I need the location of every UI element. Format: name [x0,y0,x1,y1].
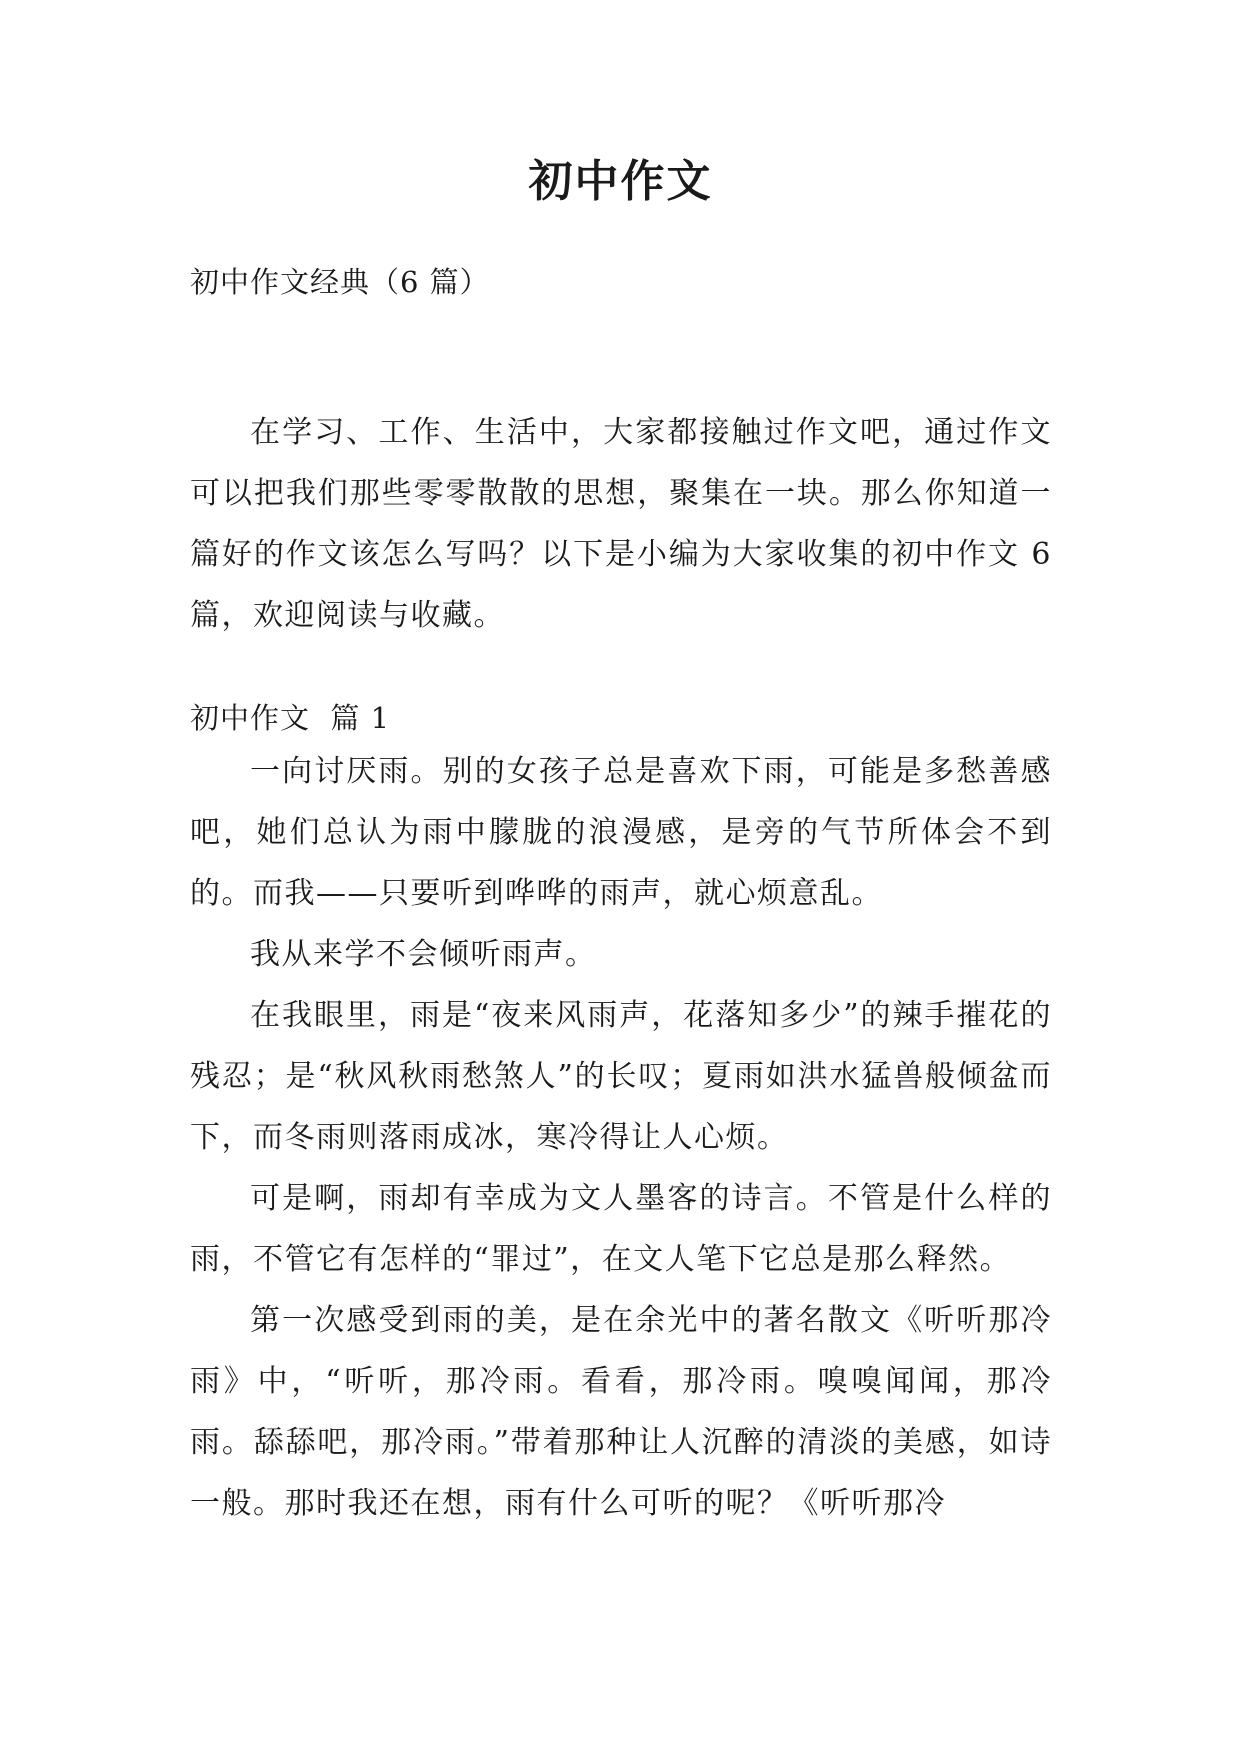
essay-paragraph-4: 可是啊，雨却有幸成为文人墨客的诗言。不管是什么样的雨，不管它有怎样的“罪过”，在文人笔下它总是那么释然。 [190,1181,1052,1277]
intro-section [190,402,1052,646]
essay-paragraph-3: 在我眼里，雨是“夜来风雨声，花落知多少”的辣手摧花的残忍；是“秋风秋雨愁煞人”的长叹；夏雨如洪水猛兽般倾盆而下，而冬雨则落雨成冰，寒冷得让人心烦。 [190,998,1052,1155]
intro-paragraph: 在学习、工作、生活中，大家都接触过作文吧，通过作文可以把我们那些零零散散的思想，聚集在一块。那么你知道一篇好的作文该怎么写吗？以下是小编为大家收集的初中作文 6 篇，欢迎阅读与收藏。 [190,415,1052,633]
document-title: 初中作文 [528,156,713,207]
essay-paragraph-2: 我从来学不会倾听雨声。 [250,937,597,972]
essay-body [190,741,1052,1534]
essay-paragraph-1: 一向讨厌雨。别的女孩子总是喜欢下雨，可能是多愁善感吧，她们总认为雨中朦胧的浪漫感，是旁的气节所体会不到的。而我——只要听到哗哗的雨声，就心烦意乱。 [190,754,1052,911]
document-subtitle: 初中作文经典（6 篇） [190,265,490,299]
section-heading: 初中作文 篇 1 [190,701,391,735]
essay-paragraph-5: 第一次感受到雨的美，是在余光中的著名散文《听听那冷雨》中，“听听，那冷雨。看看，那冷雨。嗅嗅闻闻，那冷雨。舔舔吧，那冷雨。”带着那种让人沉醉的清淡的美感，如诗一般。那时我还在想，雨有什么可听的呢？《听听那冷 [190,1303,1052,1521]
